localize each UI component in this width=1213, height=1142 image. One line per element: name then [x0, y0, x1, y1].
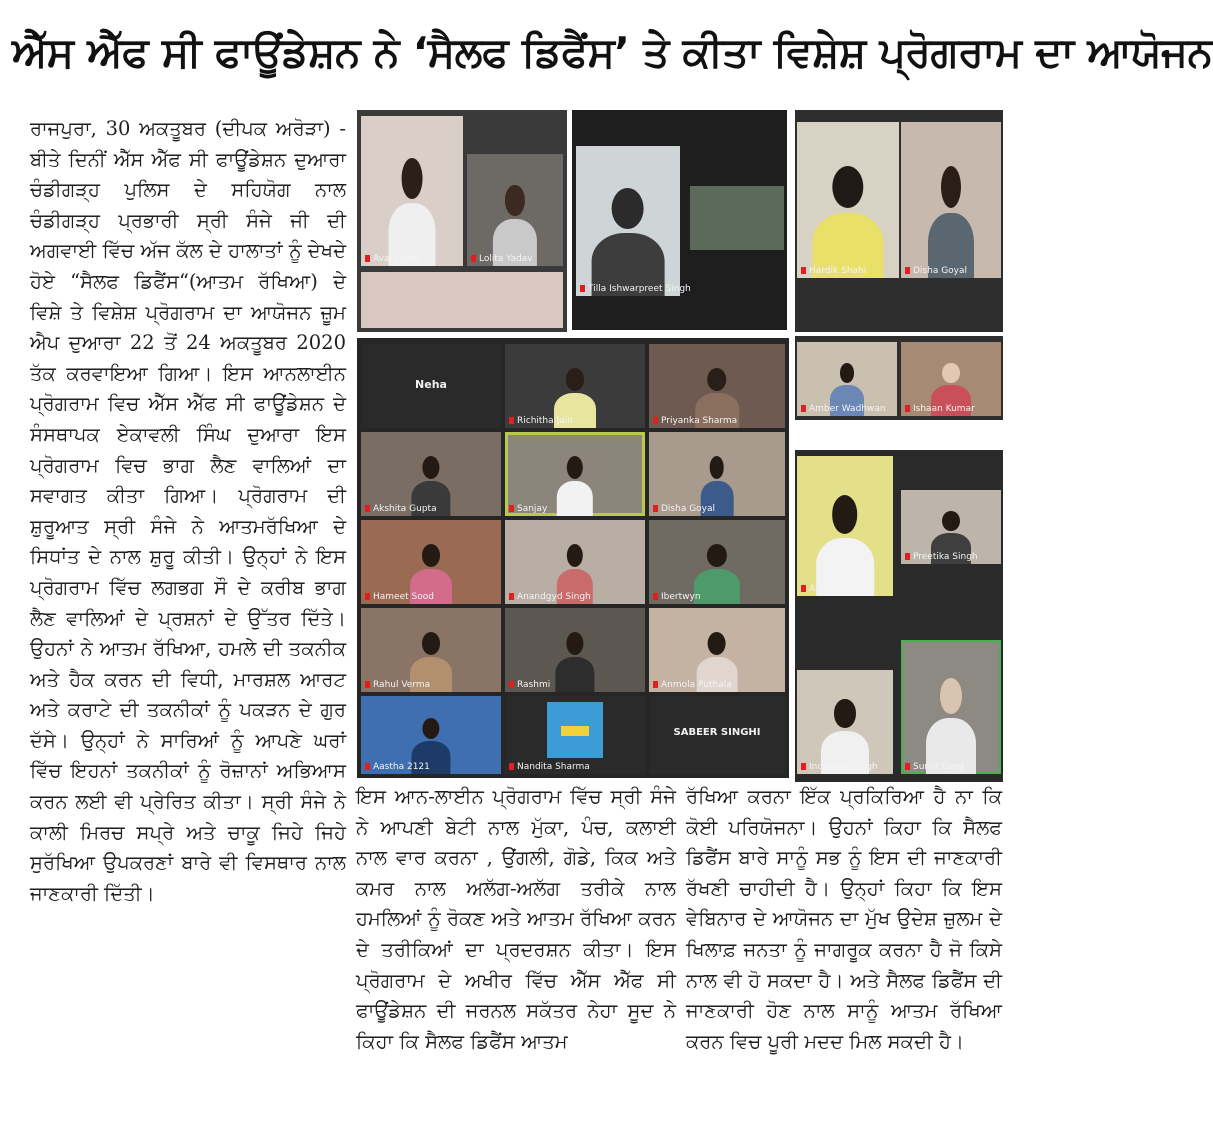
article-column-1 [30, 114, 346, 1138]
participant-figure [592, 188, 665, 296]
video-tile [361, 116, 463, 266]
photo-video-call-2 [572, 110, 787, 330]
participant-name: Richitha Jain [509, 416, 573, 426]
video-tile [576, 146, 691, 296]
participant-figure [926, 678, 976, 774]
video-tile [901, 122, 1001, 278]
participant-figure [694, 544, 740, 604]
video-tile-active-speaker [505, 432, 645, 516]
column-3-text: ਰੱਖਿਆ ਕਰਨਾ ਇੱਕ ਪ੍ਰਕਿਰਿਆ ਹੈ ਨਾ ਕਿ ਕੋਈ ਪਰਿਯੋਜਨਾ। ਉਹਨਾਂ ਕਿਹਾ ਕਿ ਸੈਲਫ ਡਿਫੈਂਸ ਬਾਰੇ ਸਾਨੂੰ ਸਭ ਨੂੰ ਇਸ ਦੀ ਜਾਣਕਾਰੀ ਰੱਖਣੀ ਚਾਹੀਦੀ ਹੈ। ਉਨ੍ਹਾਂ ਕਿਹਾ ਕਿ ਇਸ ਵੇਬਿਨਾਰ ਦੇ ਆਯੋਜਨ ਦਾ ਮੁੱਖ ਉਦੇਸ਼ ਜ਼ੁਲਮ ਦੇ ਖਿਲਾਫ਼ ਜਨਤਾ ਨੂੰ ਜਾਗਰੂਕ ਕਰਨਾ ਹੈ ਜੋ ਕਿਸੇ ਨਾਲ ਵੀ ਹੋ ਸਕਦਾ ਹੈ। ਅਤੇ ਸੈਲਫ ਡਿਫੈਂਸ ਦੀ ਜਾਣਕਾਰੀ ਹੋਣ ਨਾਲ ਸਾਨੂੰ ਆਤਮ ਰੱਖਿਆ ਕਰਨ ਵਿਚ ਪੂਰੀ ਮਦਦ ਮਿਲ ਸਕਦੀ ਹੈ। [686, 785, 1002, 1053]
participant-name: Nandita Sharma [509, 762, 590, 772]
participant-name: Inderjeet Singh [801, 762, 878, 772]
participant-name: Tilla Ishwarpreet Singh [580, 284, 691, 294]
headline: ਐੱਸ ਐੱਫ ਸੀ ਫਾਊਂਡੇਸ਼ਨ ਨੇ ‘ਸੈਲਫ ਡਿਫੈਂਸ’ ਤੇ ਕੀਤਾ ਵਿਸ਼ੇਸ਼ ਪ੍ਰੋਗਰਾਮ ਦਾ ਆਯੋਜਨ [12, 28, 1213, 76]
participant-name: Ishaan Kumar [905, 404, 975, 414]
video-tile [797, 456, 893, 596]
video-tile [361, 344, 501, 428]
column-2-text: ਇਸ ਆਨ-ਲਾਈਨ ਪ੍ਰੋਗਰਾਮ ਵਿੱਚ ਸ੍ਰੀ ਸੰਜੇ ਨੇ ਆਪਣੀ ਬੇਟੀ ਨਾਲ ਮੁੱਕਾ, ਪੰਚ, ਕਲਾਈ ਨਾਲ ਵਾਰ ਕਰਨਾ , ਉਂਗਲੀ, ਗੋਡੇ, ਕਿਕ ਅਤੇ ਕਮਰ ਨਾਲ ਅਲੱਗ-ਅਲੱਗ ਤਰੀਕੇ ਨਾਲ ਹਮਲਿਆਂ ਨੂੰ ਰੋਕਣ ਅਤੇ ਆਤਮ ਰੱਖਿਆ ਕਰਨ ਦੇ ਤਰੀਕਿਆਂ ਦਾ ਪ੍ਰਦਰਸ਼ਨ ਕੀਤਾ। ਇਸ ਪ੍ਰੋਗਰਾਮ ਦੇ ਅਖੀਰ ਵਿੱਚ ਐੱਸ ਐੱਫ ਸੀ ਫਾਊਂਡੇਸ਼ਨ ਦੀ ਜਰਨਲ ਸਕੱਤਰ ਨੇਹਾ ਸੂਦ ਨੇ ਕਿਹਾ ਕਿ ਸੈਲਫ ਡਿਫੈਂਸ ਆਤਮ [356, 785, 676, 1053]
photo-video-call-5 [795, 450, 1003, 782]
participant-name: Ibertwyn [653, 592, 701, 602]
participant-name: Hardik Shahi [801, 266, 866, 276]
participant-label: SABEER SINGHI [673, 727, 761, 739]
participant-name: Preetika Singh [905, 552, 978, 562]
video-tile [361, 432, 501, 516]
participant-name: Disha Goyal [905, 266, 967, 276]
participant-name: Anmola Puthala [653, 680, 732, 690]
video-tile [797, 122, 899, 278]
participant-name: Akshita Gupta [365, 504, 437, 514]
participant-name: Avani Sam [365, 254, 421, 264]
video-tile-active-speaker [901, 640, 1001, 774]
video-tile [467, 154, 563, 266]
participant-name: Amber Wadhwan [801, 404, 886, 414]
video-tile [361, 696, 501, 774]
article-column-3 [686, 782, 1002, 1138]
photo-video-call-1 [357, 110, 567, 332]
avatar-image [547, 702, 603, 758]
video-tile [505, 344, 645, 428]
participant-figure [812, 166, 883, 278]
video-tile [690, 186, 784, 250]
column-1-text: ਰਾਜਪੁਰਾ, 30 ਅਕਤੂਬਰ (ਦੀਪਕ ਅਰੋੜਾ) - ਬੀਤੇ ਦਿਨੀਂ ਐੱਸ ਐੱਫ ਸੀ ਫਾਊਂਡੇਸ਼ਨ ਦੁਆਰਾ ਚੰਡੀਗੜ੍ਹ ਪੁਲਿਸ ਦੇ ਸਹਿਯੋਗ ਨਾਲ ਚੰਡੀਗੜ੍ਹ ਪ੍ਰਭਾਰੀ ਸ੍ਰੀ ਸੰਜੇ ਜੀ ਦੀ ਅਗਵਾਈ ਵਿੱਚ ਅੱਜ ਕੱਲ ਦੇ ਹਾਲਾਤਾਂ ਨੂੰ ਦੇਖਦੇ ਹੋਏ “ਸੈਲਫ ਡਿਫੈਂਸ“(ਆਤਮ ਰੱਖਿਆ) ਦੇ ਵਿਸ਼ੇ ਤੇ ਵਿਸ਼ੇਸ਼ ਪ੍ਰੋਗਰਾਮ ਦਾ ਆਯੋਜਨ ਜ਼ੂਮ ਐਪ ਦੁਆਰਾ 22 ਤੋਂ 24 ਅਕਤੂਬਰ 2020 ਤੱਕ ਕਰਵਾਇਆ ਗਿਆ। ਇਸ ਆਨਲਾਈਨ ਪ੍ਰੋਗਰਾਮ ਵਿਚ ਐੱਸ ਐੱਫ ਸੀ ਫਾਊਂਡੇਸ਼ਨ ਦੇ ਸੰਸਥਾਪਕ ਏਕਾਵਲੀ ਸਿੰਘ ਦੁਆਰਾ ਇਸ ਪ੍ਰੋਗਰਾਮ ਵਿਚ ਭਾਗ ਲੈਣ ਵਾਲਿਆਂ ਦਾ ਸਵਾਗਤ ਕੀਤਾ ਗਿਆ। ਪ੍ਰੋਗਰਾਮ ਦੀ ਸ਼ੁਰੂਆਤ ਸ੍ਰੀ ਸੰਜੇ ਨੇ ਆਤਮਰੱਖਿਆ ਦੇ ਸਿਧਾਂਤ ਦੇ ਨਾਲ ਸ਼ੁਰੂ ਕੀਤੀ। ਉਨ੍ਹਾਂ ਨੇ ਇਸ ਪ੍ਰੋਗਰਾਮ ਵਿੱਚ ਲਗਭਗ ਸੌ ਦੇ ਕਰੀਬ ਭਾਗ ਲੈਣ ਵਾਲਿਆਂ ਦੇ ਪ੍ਰਸ਼ਨਾਂ ਦੇ ਉੱਤਰ ਦਿੱਤੇ। ਉਹਨਾਂ ਨੇ ਆਤਮ ਰੱਖਿਆ, ਹਮਲੇ ਦੀ ਤਕਨੀਕ ਅਤੇ ਹੈਕ ਕਰਨ ਦੀ ਵਿਧੀ, ਮਾਰਸ਼ਲ ਆਰਟ ਅਤੇ ਕਰਾਟੇ ਦੀ ਤਕਨੀਕਾਂ ਨੂੰ ਪਕੜਨ ਦੇ ਗੁਰ ਦੱਸੇ। ਉਨ੍ਹਾਂ ਨੇ ਸਾਰਿਆਂ ਨੂੰ ਆਪਣੇ ਘਰਾਂ ਵਿੱਚ ਇਹਨਾਂ ਤਕਨੀਕਾਂ ਨੂੰ ਰੋਜ਼ਾਨਾਂ ਅਭਿਆਸ ਕਰਨ ਲਈ ਵੀ ਪ੍ਰੇਰਿਤ ਕੀਤਾ। ਸ੍ਰੀ ਸੰਜੇ ਨੇ ਕਾਲੀ ਮਿਰਚ ਸਪ੍ਰੇ ਅਤੇ ਚਾਕੂ ਜਿਹੇ ਜਿਹੇ ਸੁਰੱਖਿਆ ਉਪਕਰਣਾਂ ਬਾਰੇ ਵੀ ਵਿਸਥਾਰ ਨਾਲ ਜਾਣਕਾਰੀ ਦਿੱਤੀ। [30, 117, 346, 905]
video-tile [797, 342, 897, 416]
participant-figure [555, 632, 594, 692]
video-tile [901, 342, 1001, 416]
video-tile [649, 432, 785, 516]
photo-video-call-3 [795, 110, 1003, 332]
participant-name: Aarushi Garg [801, 584, 868, 594]
video-tile [649, 520, 785, 604]
video-tile [361, 608, 501, 692]
participant-name: Sumit Garg [905, 762, 964, 772]
photo-zoom-gallery [357, 338, 789, 778]
participant-figure [557, 456, 593, 516]
participant-name: Rashmi [509, 680, 550, 690]
desk-surface [361, 272, 563, 328]
video-tile [361, 520, 501, 604]
photo-video-call-4 [795, 336, 1003, 420]
participant-name: Disha Goyal [653, 504, 715, 514]
video-tile [901, 490, 1001, 564]
video-tile [649, 608, 785, 692]
video-tile [505, 520, 645, 604]
participant-label: Neha [415, 377, 447, 391]
video-tile [797, 670, 893, 774]
video-tile [505, 608, 645, 692]
participant-figure [816, 495, 874, 596]
participant-figure [928, 166, 974, 278]
participant-name: Hameet Sood [365, 592, 434, 602]
participant-name: Rahul Verma [365, 680, 430, 690]
participant-name: Sanjay [509, 504, 547, 514]
participant-name: Anandgyd Singh [509, 592, 591, 602]
video-tile [649, 696, 785, 774]
article-column-2 [356, 782, 676, 1138]
video-tile [649, 344, 785, 428]
participant-name: Lolita Yadav [471, 254, 533, 264]
video-tile [505, 696, 645, 774]
participant-name: Priyanka Sharma [653, 416, 737, 426]
participant-figure [389, 158, 436, 266]
participant-name: Aastha 2121 [365, 762, 430, 772]
